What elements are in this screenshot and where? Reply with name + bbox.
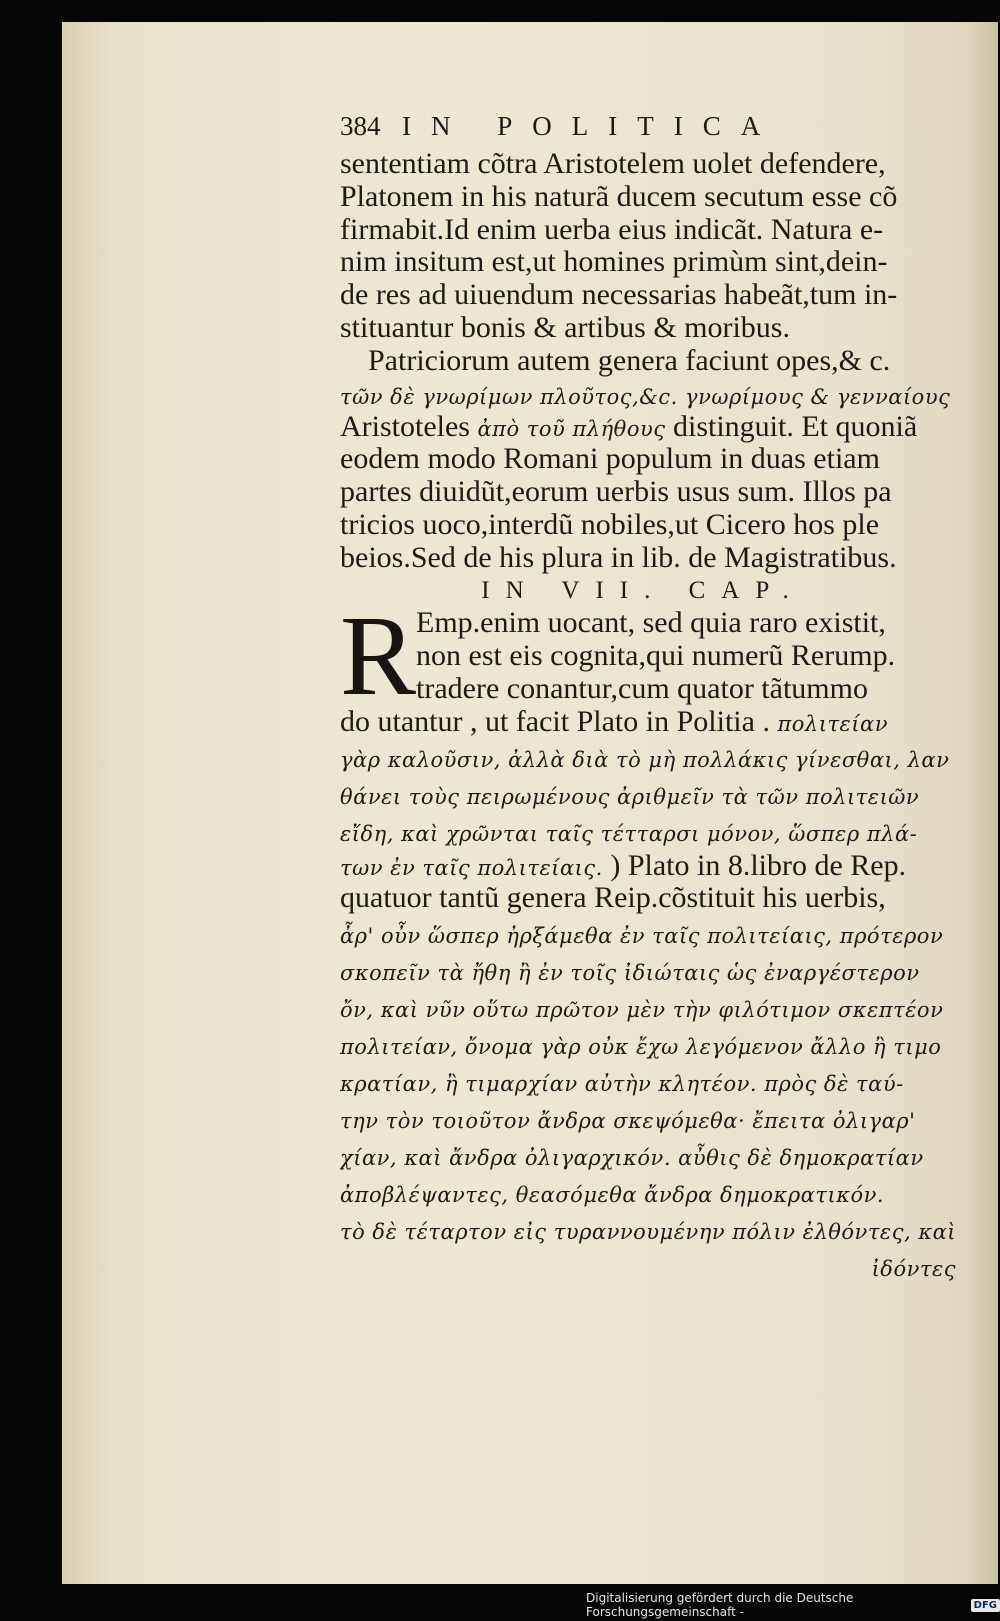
page-header [340,104,960,148]
greek-text: τῶν δὲ γνωρίμων πλοῦτος,&c. γνωρίμους & γενναίους [340,384,951,409]
greek-text: των ἐν ταῖς πολιτείαις. [340,855,603,880]
greek-text: κρατίαν, ἢ τιμαρχίαν αὐτὴν κλητέον. πρὸς δὲ ταύ- [340,1072,904,1097]
text-line: partes diuidũt,eorum uerbis usus sum. Illos pa [340,476,892,509]
text-line: sententiam cõtra Aristotelem uolet defendere, [340,148,886,180]
greek-text: θάνει τοὺς πειρωμένους ἀριθμεῖν τὰ τῶν πολιτειῶν [340,784,920,809]
greek-text: τὸ δὲ τέταρτον εἰς τυραννουμένην πόλιν ἐλθόντες, καὶ [340,1220,956,1245]
latin-text: do utantur , ut facit Plato in Politia . [340,705,770,738]
greek-line [340,1211,986,1248]
digitization-footer [586,1591,1000,1619]
text-line: firmabit.Id enim uerba eius indicãt. Natura e- [340,213,884,246]
greek-text: γὰρ καλοῦσιν, ἀλλὰ διὰ τὸ μὴ πολλάκις γίνεσθαι, λαν [340,747,950,772]
greek-text: ὄν, καὶ νῦν οὕτω πρῶτον μὲν τὴν φιλότιμον σκεπτέον [340,998,944,1023]
footer-text: Digitalisierung gefördert durch die Deutsche Forschungsgemeinschaft - [586,1591,854,1619]
greek-text: πολιτείαν [777,711,889,736]
text-line: stituantur bonis & artibus & moribus. [340,311,790,344]
text-line: Platonem in his naturã ducem secutum esse cõ [340,180,898,213]
page-number: 384 [340,110,381,141]
catchword: ἰδόντες [871,1257,956,1282]
greek-line [340,915,986,952]
text-line: non est eis cognita,qui numerũ Rerump. [416,640,896,673]
greek-text: εἴδη, καὶ χρῶνται ταῖς τέτταρσι μόνον, ὥσπερ πλά- [340,821,918,846]
text-line: Patriciorum autem genera faciunt opes,& c. [368,344,891,377]
greek-text: πολιτείαν, ὄνομα γὰρ οὐκ ἔχω λεγόμενον ἄλλο ἢ τιμο [340,1035,942,1060]
greek-text: ἆρ' οὖν ὥσπερ ἠρξάμεθα ἐν ταῖς πολιτείαις, πρότερον [340,924,944,949]
greek-line [340,989,986,1026]
dfg-logo: DFG [971,1599,1000,1612]
greek-line [340,1063,986,1100]
greek-line [340,1026,986,1063]
greek-line [340,1137,986,1174]
book-page [62,22,998,1584]
greek-line [340,1174,986,1211]
running-head: IN POLITICA [402,110,781,141]
drop-cap: R [340,592,417,720]
catchword-line [340,1248,986,1285]
greek-text: ἀποβλέψαντες, θεασόμεθα ἄνδρα δημοκρατικόν. [340,1183,885,1208]
latin-text: ) Plato in 8.libro de Rep. [610,849,907,882]
text-block [340,148,986,1285]
text-line: nim insitum est,ut homines primùm sint,dein- [340,246,888,279]
latin-text: distinguit. Et quoniã [673,410,918,443]
text-line: eodem modo Romani populum in duas etiam [340,443,880,476]
greek-text: ἀπὸ τοῦ πλήθους [477,416,666,441]
text-line: Emp.enim uocant, sed quia raro existit, [416,607,886,640]
greek-text: την τὸν τοιοῦτον ἄνδρα σκεψόμεθα· ἔπειτα ὀλιγαρ' [340,1109,916,1134]
text-line: beios.Sed de his plura in lib. de Magistratibus. [340,541,897,574]
greek-line [340,378,986,411]
greek-text: σκοπεῖν τὰ ἤθη ἢ ἐν τοῖς ἰδιώταις ὡς ἐναργέστερον [340,961,920,986]
greek-line [340,776,986,813]
text-line: tricios uoco,interdũ nobiles,ut Cicero hos ple [340,508,880,541]
latin-text: Aristoteles [340,410,470,443]
text-line: de res ad uiuendum necessarias habeãt,tum in- [340,279,898,312]
text-line [340,411,986,444]
text-line [340,850,986,883]
greek-line [340,952,986,989]
greek-text: χίαν, καὶ ἄνδρα ὀλιγαρχικόν. αὖθις δὲ δημοκρατίαν [340,1146,924,1171]
text-line: quatuor tantũ genera Reip.cõstituit his uerbis, [340,882,886,915]
drop-cap-paragraph [340,592,986,720]
greek-line [340,813,986,850]
text-line: tradere conantur,cum quator tãtummo [416,672,868,705]
greek-line [340,739,986,776]
text-line [340,706,986,739]
greek-line [340,1100,986,1137]
chapter-heading: IN VII. CAP. [481,576,805,604]
